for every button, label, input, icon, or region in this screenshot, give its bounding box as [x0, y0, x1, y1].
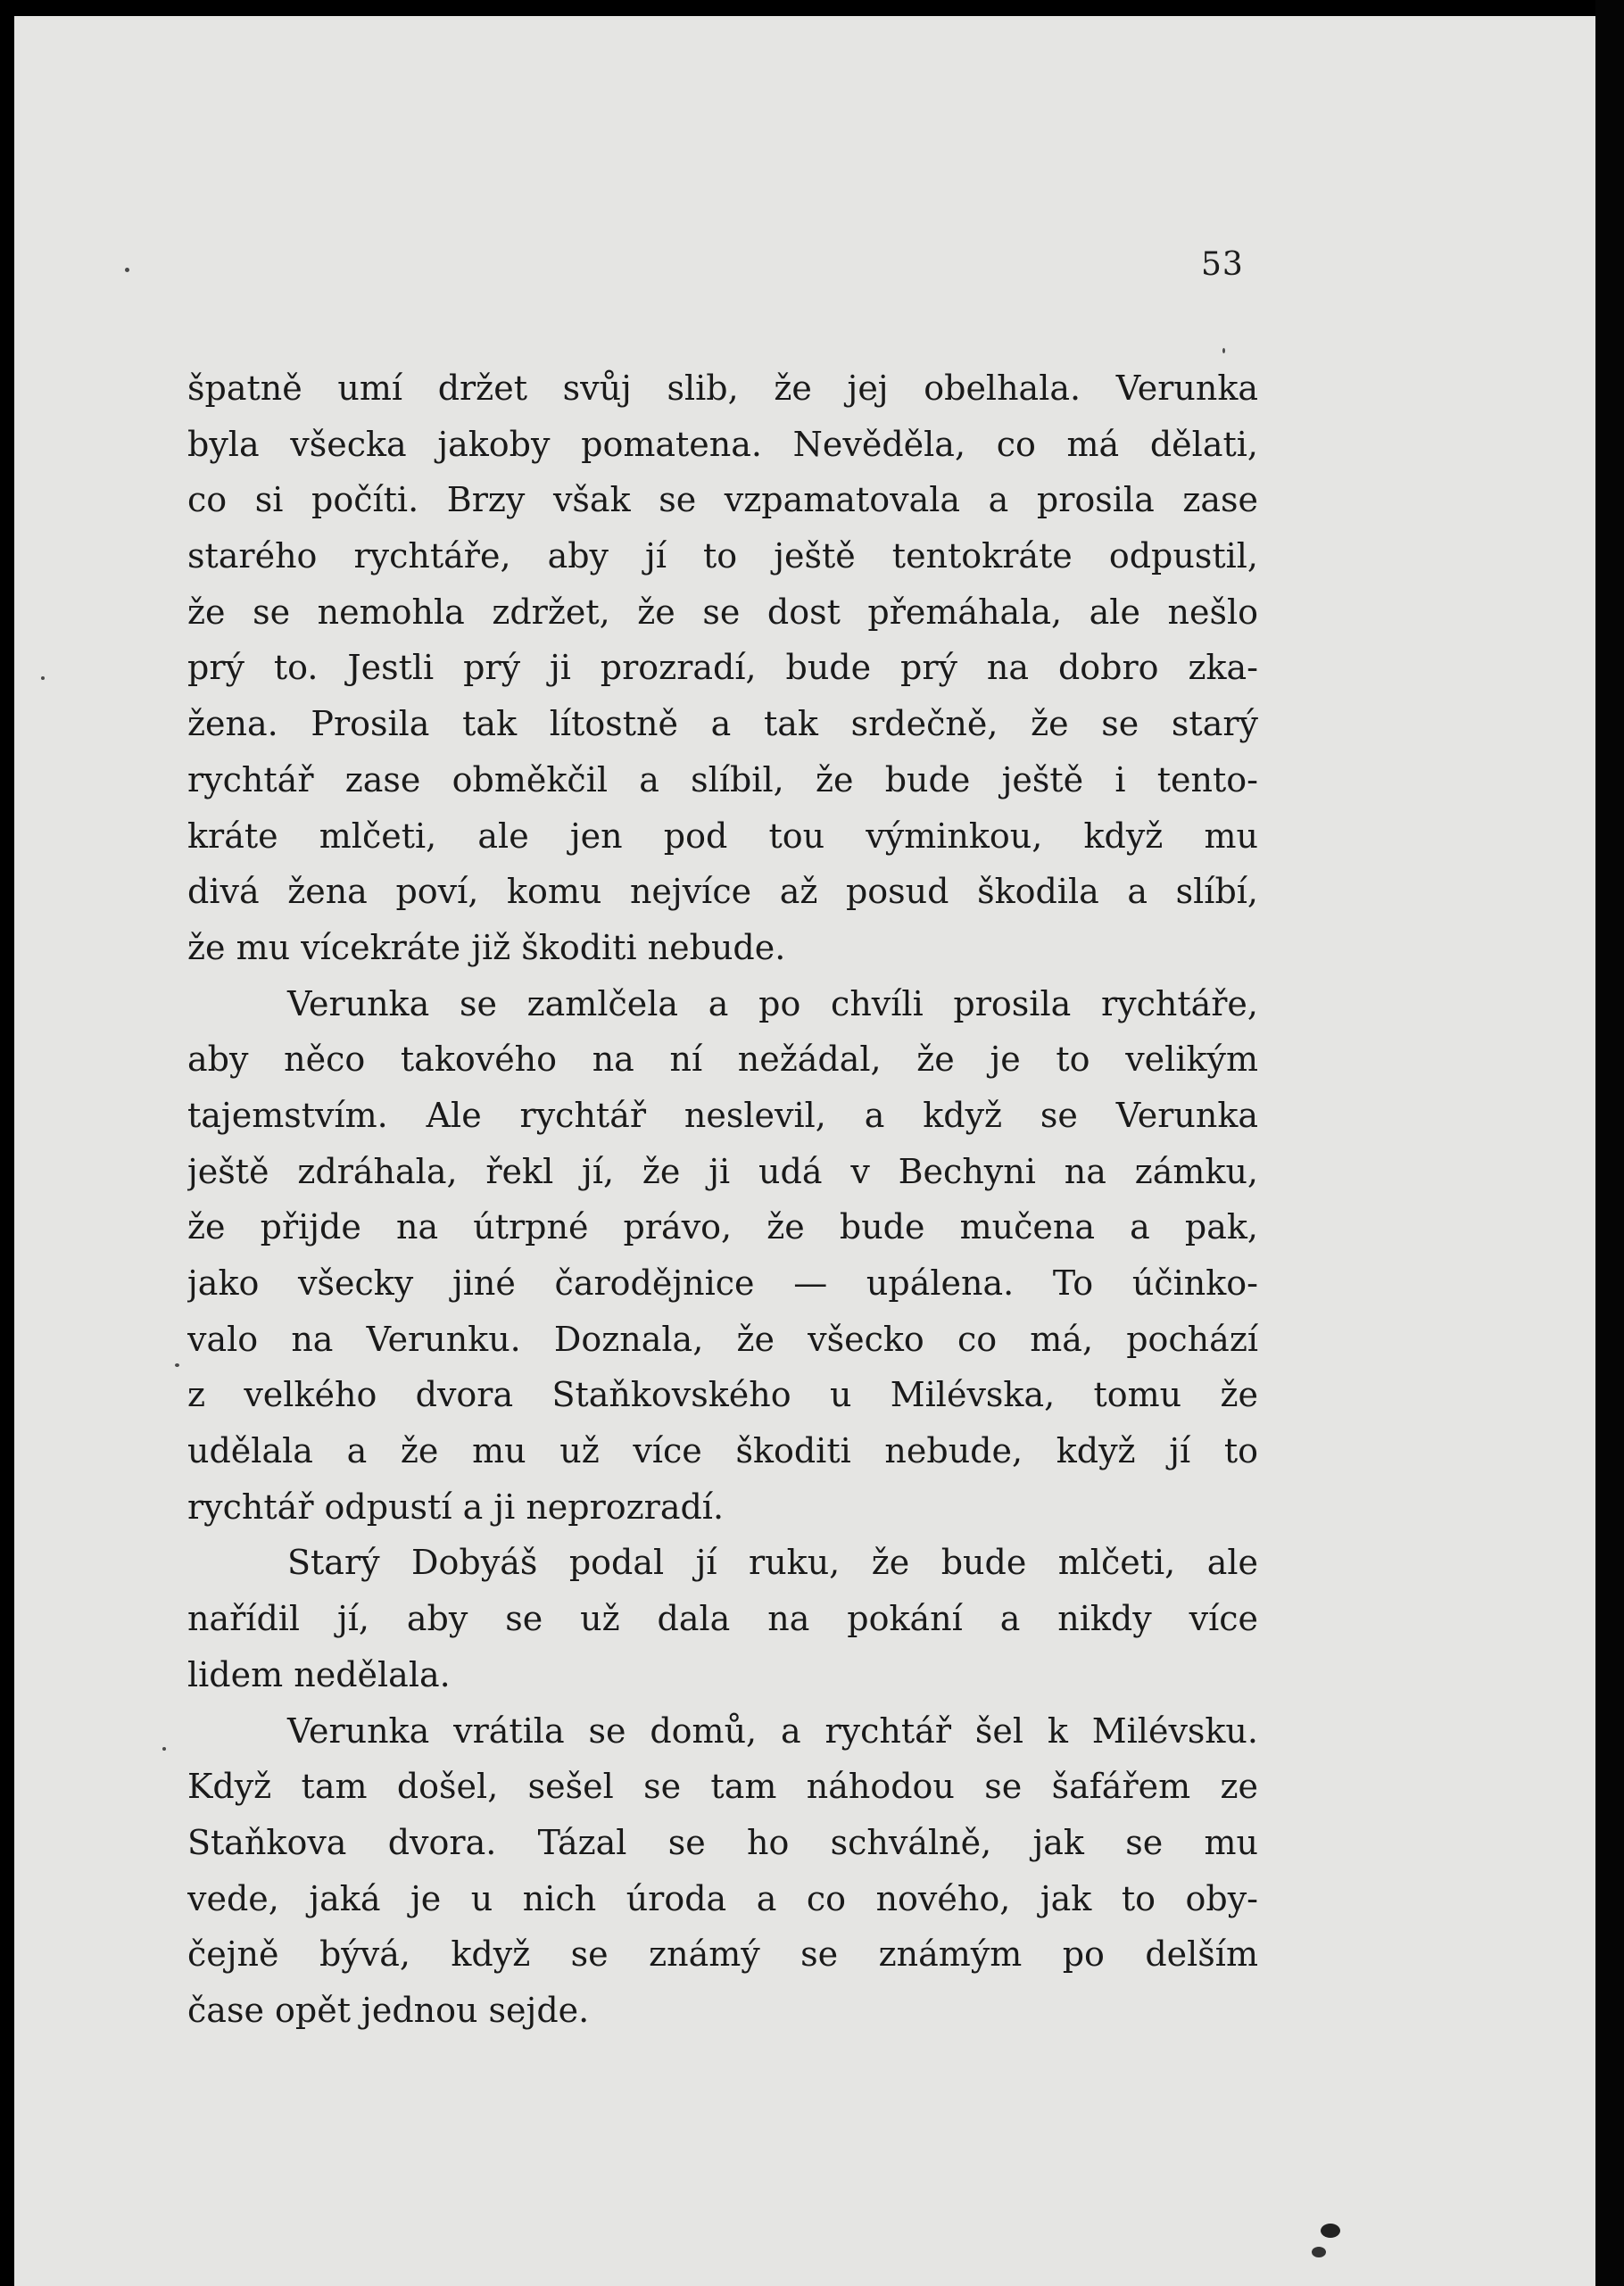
text-line: nařídil jí, aby se už dala na pokání a nikdy více [187, 1599, 1258, 1639]
scan-speck [175, 1363, 179, 1367]
text-line: Verunka se zamlčela a po chvíli prosila rychtáře, [287, 983, 1258, 1023]
text-line: starého rychtáře, aby jí to ještě tentokráte odpustil, [187, 536, 1258, 576]
text-line: divá žena poví, komu nejvíce až posud škodila a slíbí, [187, 872, 1258, 912]
scan-speck [41, 676, 45, 680]
text-line: Verunka vrátila se domů, a rychtář šel k Milévsku. [287, 1710, 1258, 1751]
text-line: prý to. Jestli prý ji prozradí, bude prý na dobro zka- [187, 648, 1258, 688]
text-line: udělala a že mu už více škoditi nebude, když jí to [187, 1431, 1258, 1471]
text-line: že mu vícekráte již škoditi nebude. [187, 927, 786, 967]
scan-speck [1312, 2247, 1326, 2257]
text-line: co si počíti. Brzy však se vzpamatovala a prosila zase [187, 480, 1258, 520]
text-line: že se nemohla zdržet, že se dost přemáhala, ale nešlo [187, 592, 1258, 632]
text-line: čase opět jednou sejde. [187, 1990, 590, 2030]
body-text [187, 360, 1258, 2039]
text-line: čejně bývá, když se známý se známým po delším [187, 1934, 1258, 1975]
scan-speck [162, 1747, 166, 1751]
text-line: vede, jaká je u nich úroda a co nového, jak to oby- [187, 1878, 1258, 1918]
text-line: rychtář zase obměkčil a slíbil, že bude ještě i tento- [187, 759, 1258, 799]
text-line: špatně umí držet svůj slib, že jej obelhala. Verunka [187, 369, 1258, 408]
text-line: byla všecka jakoby pomatena. Nevěděla, co má dělati, [187, 424, 1258, 464]
text-line: lidem nedělala. [187, 1654, 451, 1694]
text-line: že přijde na útrpné právo, že bude mučena a pak, [187, 1207, 1258, 1247]
scan-speck [125, 268, 129, 272]
text-line: Když tam došel, sešel se tam náhodou se šafářem ze [187, 1767, 1258, 1807]
text-line: jako všecky jiné čarodějnice — upálena. To účinko- [187, 1263, 1258, 1303]
text-line: rychtář odpustí a ji neprozradí. [187, 1487, 725, 1527]
text-line: Starý Dobyáš podal jí ruku, že bude mlčeti, ale [287, 1543, 1258, 1583]
scan-speck [1321, 2224, 1340, 2238]
text-line: kráte mlčeti, ale jen pod tou výminkou, když mu [187, 816, 1258, 856]
text-line: valo na Verunku. Doznala, že všecko co má, pochází [187, 1319, 1258, 1359]
text-line: ještě zdráhala, řekl jí, že ji udá v Bechyni na zámku, [187, 1151, 1258, 1191]
scan-speck [1222, 348, 1225, 353]
scan-border [1595, 0, 1624, 2286]
text-line: z velkého dvora Staňkovského u Milévska, tomu že [187, 1375, 1258, 1415]
book-page [14, 16, 1595, 2286]
text-line: tajemstvím. Ale rychtář neslevil, a když se Verunka [187, 1095, 1258, 1135]
page-number: 53 [1201, 246, 1244, 283]
text-line: Staňkova dvora. Tázal se ho schválně, jak se mu [187, 1822, 1258, 1862]
text-line: aby něco takového na ní nežádal, že je to velikým [187, 1039, 1258, 1080]
text-line: žena. Prosila tak lítostně a tak srdečně, že se starý [187, 704, 1258, 744]
